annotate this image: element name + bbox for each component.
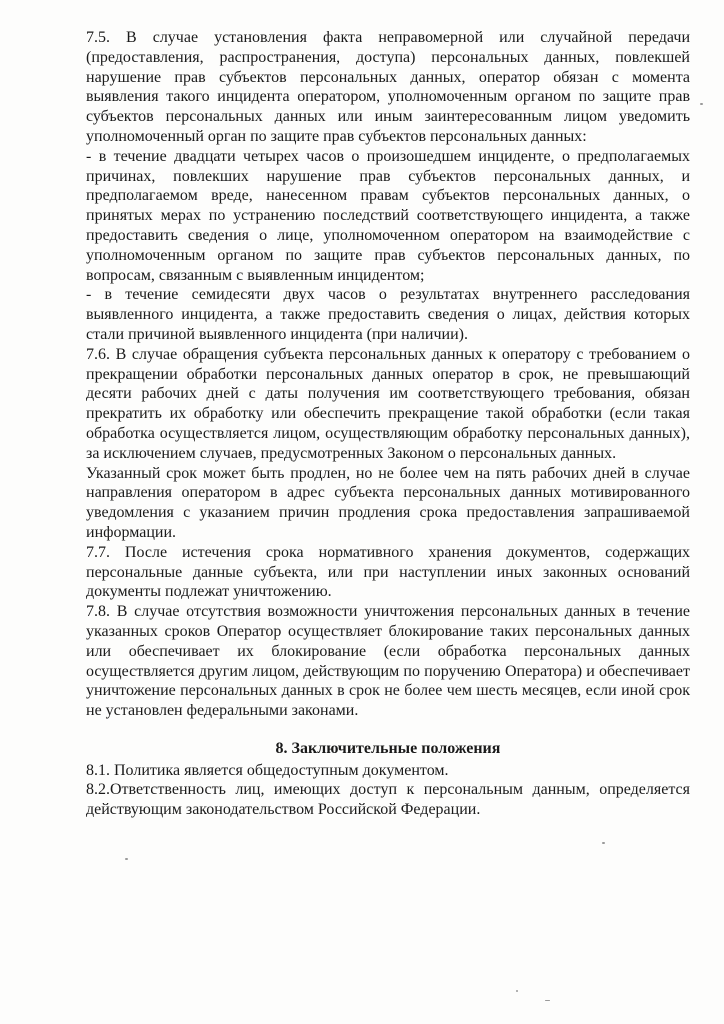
paragraph-7-6-note: Указанный срок может быть продлен, но не более чем на пять рабочих дней в случае направления оператором в адрес субъекта персональных данных мотивированного уведомления с указанием причин продления срока предоставления запрашиваемой информации. — [86, 464, 690, 541]
scan-speck — [516, 990, 518, 992]
document-body — [86, 28, 690, 820]
paragraph-7-5: 7.5. В случае установления факта неправомерной или случайной передачи (предоставления, распространения, доступа) персональных данных, повлекшей нарушение прав субъектов персональных данных, оператор обязан с момента выявления такого инцидента оператором, уполномоченным органом по защите прав субъектов персональных данных или иным заинтересованным лицом уведомить уполномоченный орган по защите прав субъектов персональных данных: — [86, 29, 690, 145]
scan-speck — [700, 103, 703, 105]
paragraph-7-5-item-1: - в течение двадцати четырех часов о произошедшем инциденте, о предполагаемых причинах, повлекших нарушение прав субъектов персональных данных, и предполагаемом вреде, нанесенном правам субъектов персональных данных, о принятых мерах по устранению последствий соответствующего инцидента, а также предоставить сведения о лице, уполномоченном оператором на взаимодействие с уполномоченным органом по защите прав субъектов персональных данных, по вопросам, связанным с выявленным инцидентом; — [86, 147, 690, 284]
scan-speck — [125, 858, 128, 860]
paragraph-8-1: 8.1. Политика является общедоступным документом. — [86, 761, 449, 779]
paragraph-7-5-item-2: - в течение семидесяти двух часов о результатах внутреннего расследования выявленного инцидента, а также предоставить сведения о лицах, действия которых стали причиной выявленного инцидента (при наличии). — [86, 286, 690, 343]
scan-speck — [545, 1000, 550, 1001]
paragraph-7-7: 7.7. После истечения срока нормативного хранения документов, содержащих персональные данные субъекта, или при наступлении иных законных оснований документы подлежат уничтожению. — [86, 543, 690, 601]
paragraph-7-6: 7.6. В случае обращения субъекта персональных данных к оператору с требованием о прекращении обработки персональных данных оператор в срок, не превышающий десяти рабочих дней с даты получения им соответствующего требования, обязан прекратить их обработку или обеспечить прекращение такой обработки (если такая обработка осуществляется лицом, осуществляющим обработку персональных данных), за исключением случаев, предусмотренных Законом о персональных данных. — [86, 345, 690, 462]
paragraph-8-2: 8.2.Ответственность лиц, имеющих доступ к персональным данным, определяется действующим законодательством Российской Федерации. — [86, 781, 690, 819]
scan-speck — [602, 842, 605, 844]
section-8-heading: 8. Заключительные положения — [275, 739, 501, 757]
paragraph-7-8: 7.8. В случае отсутствия возможности уничтожения персональных данных в течение указанных сроков Оператор осуществляет блокирование таких персональных данных или обеспечивает их блокирование (если обработка персональных данных осуществляется другим лицом, действующим по поручению Оператора) и обеспечивает уничтожение персональных данных в срок не более чем шесть месяцев, если иной срок не установлен федеральными законами. — [86, 603, 690, 720]
